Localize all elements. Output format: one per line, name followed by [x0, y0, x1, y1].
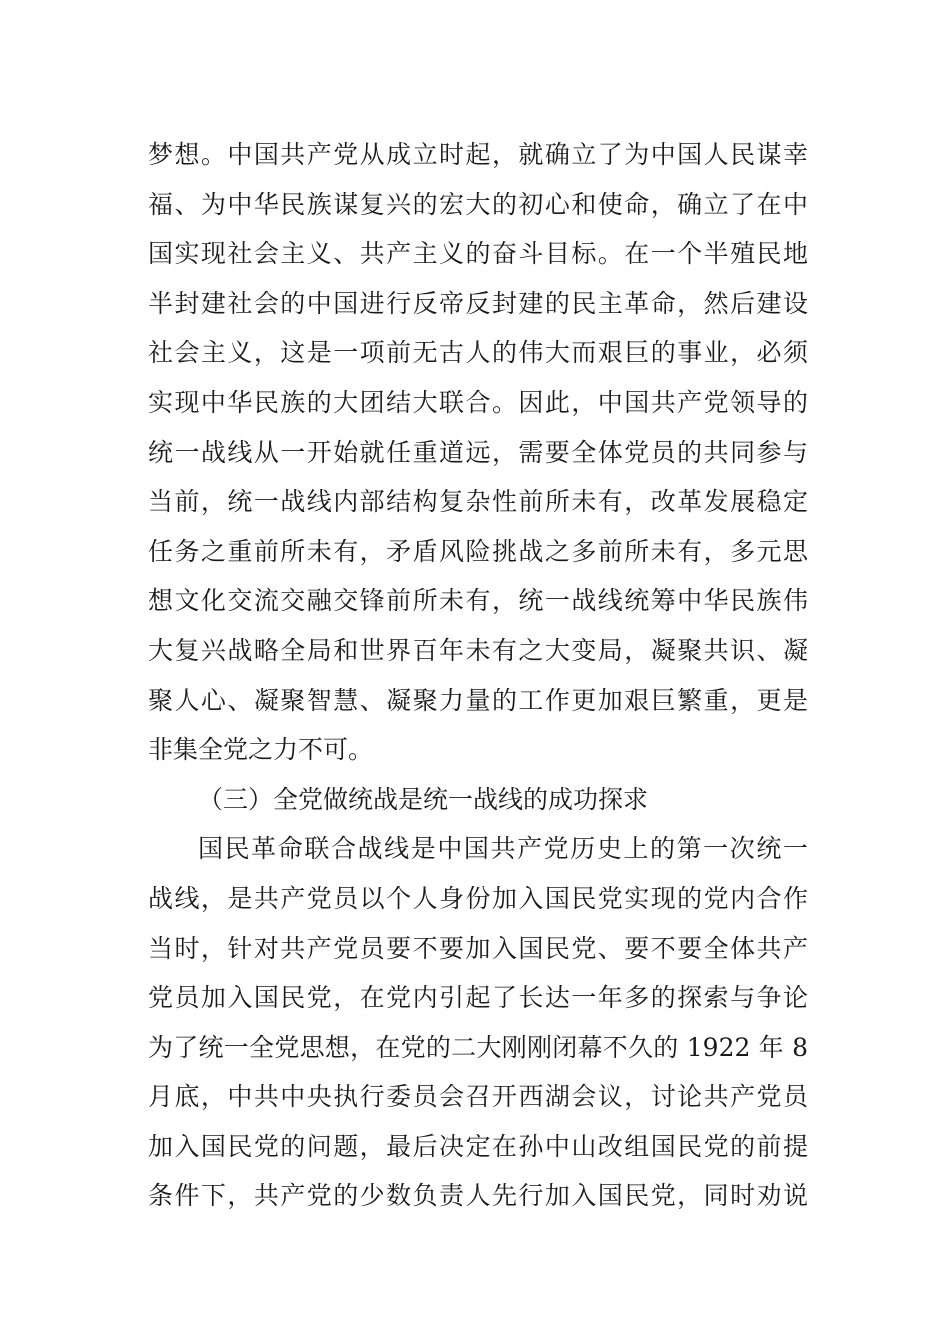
body-line: 月底，中共中央执行委员会召开西湖会议，讨论共产党员	[148, 1082, 808, 1112]
body-line: 条件下，共产党的少数负责人先行加入国民党，同时劝说	[148, 1181, 808, 1211]
body-line: 想文化交流交融交锋前所未有，统一战线统筹中华民族伟	[148, 586, 808, 616]
body-line: 大复兴战略全局和世界百年未有之大变局，凝聚共识、凝	[148, 635, 808, 665]
body-line: 为了统一全党思想，在党的二大刚刚闭幕不久的 1922 年 8	[148, 1032, 808, 1062]
body-line: 当时，针对共产党员要不要加入国民党、要不要全体共产	[148, 933, 808, 963]
paragraph-first-line: 国民革命联合战线是中国共产党历史上的第一次统一	[198, 834, 808, 864]
body-line: 聚人心、凝聚智慧、凝聚力量的工作更加艰巨繁重，更是	[148, 685, 808, 715]
body-line: 实现中华民族的大团结大联合。因此，中国共产党领导的	[148, 387, 808, 417]
body-line: 国实现社会主义、共产主义的奋斗目标。在一个半殖民地	[148, 239, 808, 269]
body-line: 加入国民党的问题，最后决定在孙中山改组国民党的前提	[148, 1131, 808, 1161]
body-line: 当前，统一战线内部结构复杂性前所未有，改革发展稳定	[148, 487, 808, 517]
body-line: 福、为中华民族谋复兴的宏大的初心和使命，确立了在中	[148, 189, 808, 219]
body-line: 统一战线从一开始就任重道远，需要全体党员的共同参与	[148, 437, 808, 467]
body-line: 梦想。中国共产党从成立时起，就确立了为中国人民谋幸	[148, 140, 808, 169]
body-line: 战线，是共产党员以个人身份加入国民党实现的党内合作	[148, 883, 808, 913]
document-body	[148, 130, 808, 1221]
body-line: 非集全党之力不可。	[148, 735, 374, 765]
body-line: 社会主义，这是一项前无古人的伟大而艰巨的事业，必须	[148, 338, 808, 368]
section-heading: （三）全党做统战是统一战线的成功探求	[198, 784, 649, 814]
body-line: 党员加入国民党，在党内引起了长达一年多的探索与争论	[148, 983, 808, 1013]
body-line: 半封建社会的中国进行反帝反封建的民主革命，然后建设	[148, 288, 808, 318]
body-line: 任务之重前所未有，矛盾风险挑战之多前所未有，多元思	[148, 536, 808, 566]
